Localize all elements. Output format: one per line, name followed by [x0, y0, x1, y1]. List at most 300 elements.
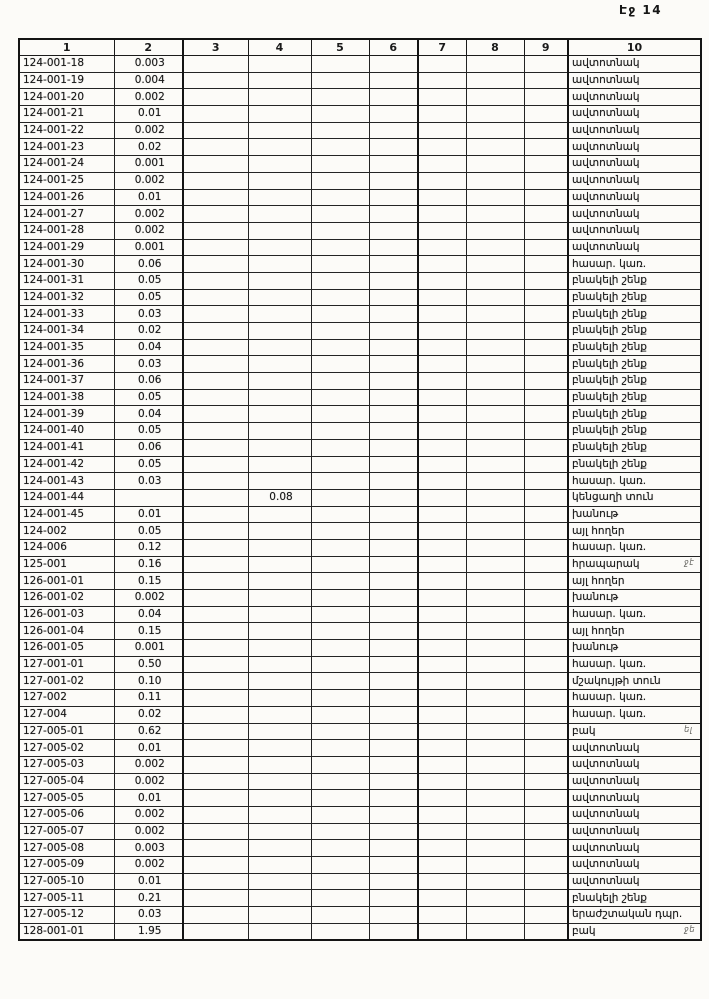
cell-col5 [311, 89, 369, 106]
cell-col9 [524, 406, 568, 423]
cell-land-use: ավտոտնակ [568, 106, 701, 123]
cell-col9 [524, 857, 568, 874]
cell-col8 [466, 389, 524, 406]
cell-area-col4 [248, 373, 311, 390]
cell-col7 [418, 172, 466, 189]
cell-col3 [183, 389, 248, 406]
cell-col3 [183, 106, 248, 123]
cell-area-col4 [248, 323, 311, 340]
cell-parcel-code: 125-001 [19, 556, 114, 573]
cell-col7 [418, 56, 466, 73]
cell-col7 [418, 272, 466, 289]
cell-col3 [183, 606, 248, 623]
cell-col6 [369, 222, 418, 239]
cell-col3 [183, 873, 248, 890]
cell-col9 [524, 373, 568, 390]
cell-area-col2: 0.002 [114, 823, 183, 840]
cell-col3 [183, 556, 248, 573]
cell-col8 [466, 156, 524, 173]
cell-col5 [311, 623, 369, 640]
cell-col3 [183, 406, 248, 423]
cell-col6 [369, 706, 418, 723]
cell-col8 [466, 640, 524, 657]
cell-col9 [524, 756, 568, 773]
cell-col5 [311, 740, 369, 757]
cell-land-use: բնակելի շենք [568, 289, 701, 306]
cell-col7 [418, 239, 466, 256]
cell-area-col4: 0.08 [248, 489, 311, 506]
cell-col5 [311, 139, 369, 156]
cell-area-col2: 0.002 [114, 756, 183, 773]
cell-parcel-code: 124-001-27 [19, 206, 114, 223]
cell-col9 [524, 723, 568, 740]
cell-parcel-code: 124-001-26 [19, 189, 114, 206]
cell-area-col2: 0.62 [114, 723, 183, 740]
cell-area-col4 [248, 890, 311, 907]
cell-col9 [524, 806, 568, 823]
cell-col6 [369, 106, 418, 123]
cell-parcel-code: 124-001-42 [19, 456, 114, 473]
cell-land-use: խանութ [568, 590, 701, 607]
cell-col3 [183, 189, 248, 206]
cell-parcel-code: 124-002 [19, 523, 114, 540]
cell-col5 [311, 473, 369, 490]
cell-col9 [524, 640, 568, 657]
cell-area-col4 [248, 590, 311, 607]
cell-area-col4 [248, 756, 311, 773]
cell-col8 [466, 272, 524, 289]
cell-area-col2: 0.04 [114, 406, 183, 423]
cell-area-col2: 0.12 [114, 539, 183, 556]
cell-col9 [524, 706, 568, 723]
cell-col3 [183, 723, 248, 740]
cell-col3 [183, 673, 248, 690]
cell-col5 [311, 239, 369, 256]
cell-land-use: ավտոտնակ [568, 790, 701, 807]
cell-land-use: ավտոտնակ [568, 756, 701, 773]
cell-col5 [311, 323, 369, 340]
cell-col9 [524, 656, 568, 673]
cell-col8 [466, 740, 524, 757]
cell-col5 [311, 756, 369, 773]
table-row [19, 256, 701, 273]
cell-col9 [524, 423, 568, 440]
cell-col5 [311, 72, 369, 89]
cell-area-col4 [248, 539, 311, 556]
cell-col3 [183, 456, 248, 473]
cell-col6 [369, 189, 418, 206]
table-row [19, 806, 701, 823]
cell-col7 [418, 573, 466, 590]
cell-col7 [418, 439, 466, 456]
cell-col5 [311, 673, 369, 690]
margin-handwritten-note: ջե [684, 925, 696, 935]
cell-col3 [183, 323, 248, 340]
cell-col8 [466, 423, 524, 440]
table-row [19, 756, 701, 773]
table-row [19, 106, 701, 123]
table-row [19, 923, 701, 940]
cell-parcel-code: 127-005-06 [19, 806, 114, 823]
cell-col7 [418, 222, 466, 239]
cell-col9 [524, 773, 568, 790]
table-row [19, 473, 701, 490]
cell-land-use: հասար. կառ. [568, 606, 701, 623]
table-row [19, 673, 701, 690]
cell-col9 [524, 456, 568, 473]
cell-parcel-code: 126-001-05 [19, 640, 114, 657]
cell-col8 [466, 539, 524, 556]
cell-col6 [369, 606, 418, 623]
cell-col7 [418, 206, 466, 223]
cell-parcel-code: 124-001-22 [19, 122, 114, 139]
cell-parcel-code: 127-005-02 [19, 740, 114, 757]
cell-land-use: կենցաղի տուն [568, 489, 701, 506]
cell-col9 [524, 606, 568, 623]
cell-area-col4 [248, 623, 311, 640]
cell-area-col4 [248, 339, 311, 356]
cell-col5 [311, 857, 369, 874]
cell-land-use: ավտոտնակ [568, 72, 701, 89]
cell-col9 [524, 222, 568, 239]
cell-land-use: բնակելի շենք [568, 389, 701, 406]
cell-land-use: մշակույթի տուն [568, 673, 701, 690]
cell-area-col2 [114, 489, 183, 506]
cell-area-col2: 0.04 [114, 606, 183, 623]
cell-col5 [311, 907, 369, 924]
cell-land-use: ավտոտնակ [568, 840, 701, 857]
cell-col8 [466, 606, 524, 623]
cell-col5 [311, 923, 369, 940]
table-row [19, 189, 701, 206]
cell-parcel-code: 128-001-01 [19, 923, 114, 940]
cell-area-col4 [248, 56, 311, 73]
table-row [19, 556, 701, 573]
cell-col5 [311, 356, 369, 373]
cell-col7 [418, 122, 466, 139]
cell-col6 [369, 339, 418, 356]
cell-col3 [183, 740, 248, 757]
cell-col3 [183, 506, 248, 523]
cell-col5 [311, 172, 369, 189]
cell-col8 [466, 506, 524, 523]
cell-parcel-code: 124-001-43 [19, 473, 114, 490]
cell-col6 [369, 923, 418, 940]
cell-col7 [418, 156, 466, 173]
cell-area-col4 [248, 523, 311, 540]
cell-col5 [311, 439, 369, 456]
cell-col7 [418, 289, 466, 306]
cell-col6 [369, 256, 418, 273]
cell-col8 [466, 206, 524, 223]
cell-parcel-code: 124-001-32 [19, 289, 114, 306]
cell-area-col2: 0.05 [114, 523, 183, 540]
cell-col3 [183, 806, 248, 823]
cell-col3 [183, 907, 248, 924]
cell-col6 [369, 773, 418, 790]
cell-col6 [369, 539, 418, 556]
cell-col9 [524, 172, 568, 189]
cell-area-col4 [248, 907, 311, 924]
cell-parcel-code: 127-005-09 [19, 857, 114, 874]
cell-area-col2: 0.001 [114, 239, 183, 256]
cell-area-col2: 0.002 [114, 122, 183, 139]
table-row [19, 690, 701, 707]
cell-col5 [311, 423, 369, 440]
cell-col9 [524, 539, 568, 556]
cell-area-col2: 0.05 [114, 289, 183, 306]
cell-col8 [466, 573, 524, 590]
table-row [19, 439, 701, 456]
cell-parcel-code: 127-001-01 [19, 656, 114, 673]
cell-col9 [524, 473, 568, 490]
cell-col3 [183, 489, 248, 506]
cell-col7 [418, 823, 466, 840]
table-row [19, 289, 701, 306]
cell-col5 [311, 222, 369, 239]
cell-col6 [369, 740, 418, 757]
cell-col7 [418, 840, 466, 857]
cell-col7 [418, 656, 466, 673]
cell-col8 [466, 823, 524, 840]
cell-col7 [418, 907, 466, 924]
cell-col8 [466, 406, 524, 423]
cell-col3 [183, 623, 248, 640]
cell-col3 [183, 206, 248, 223]
cell-area-col4 [248, 172, 311, 189]
cell-col9 [524, 439, 568, 456]
cell-col7 [418, 523, 466, 540]
cell-area-col2: 0.02 [114, 706, 183, 723]
cell-area-col4 [248, 306, 311, 323]
column-header-8: 8 [466, 39, 524, 56]
cell-parcel-code: 124-001-35 [19, 339, 114, 356]
cell-col8 [466, 673, 524, 690]
cell-col7 [418, 590, 466, 607]
cell-col3 [183, 756, 248, 773]
cell-col9 [524, 339, 568, 356]
cell-area-col2: 0.06 [114, 439, 183, 456]
cell-col7 [418, 473, 466, 490]
cell-col8 [466, 56, 524, 73]
table-row [19, 773, 701, 790]
cell-land-use: բնակելի շենք [568, 356, 701, 373]
cell-parcel-code: 124-001-36 [19, 356, 114, 373]
cell-col5 [311, 523, 369, 540]
cell-col6 [369, 656, 418, 673]
cell-col8 [466, 289, 524, 306]
cell-col6 [369, 857, 418, 874]
cell-area-col2: 0.004 [114, 72, 183, 89]
cell-area-col2: 0.05 [114, 423, 183, 440]
cell-col3 [183, 89, 248, 106]
cell-col8 [466, 339, 524, 356]
cell-col7 [418, 556, 466, 573]
cell-parcel-code: 124-001-21 [19, 106, 114, 123]
cell-land-use: ավտոտնակ [568, 222, 701, 239]
cell-col6 [369, 239, 418, 256]
cell-col6 [369, 823, 418, 840]
cell-col7 [418, 456, 466, 473]
cell-col6 [369, 456, 418, 473]
cell-col5 [311, 106, 369, 123]
cell-col7 [418, 690, 466, 707]
cell-col5 [311, 706, 369, 723]
cell-col5 [311, 339, 369, 356]
cell-area-col4 [248, 573, 311, 590]
cell-parcel-code: 124-001-24 [19, 156, 114, 173]
cell-parcel-code: 124-001-28 [19, 222, 114, 239]
table-row [19, 590, 701, 607]
cell-parcel-code: 124-006 [19, 539, 114, 556]
cell-col5 [311, 156, 369, 173]
page-number-label: Էջ 14 [619, 3, 663, 17]
cell-area-col2: 0.05 [114, 272, 183, 289]
table-row [19, 623, 701, 640]
cell-col8 [466, 222, 524, 239]
cell-area-col2: 0.05 [114, 456, 183, 473]
cell-area-col2: 0.002 [114, 172, 183, 189]
cell-area-col2: 0.01 [114, 189, 183, 206]
cell-land-use: ավտոտնակ [568, 189, 701, 206]
cell-col6 [369, 556, 418, 573]
cell-col6 [369, 840, 418, 857]
cell-land-use: ավտոտնակ [568, 823, 701, 840]
cell-area-col4 [248, 690, 311, 707]
table-row [19, 356, 701, 373]
cell-area-col4 [248, 723, 311, 740]
cell-col6 [369, 890, 418, 907]
cell-area-col4 [248, 72, 311, 89]
cell-parcel-code: 124-001-34 [19, 323, 114, 340]
cell-col6 [369, 907, 418, 924]
cell-col8 [466, 89, 524, 106]
cell-area-col4 [248, 289, 311, 306]
cell-land-use: խանութ [568, 506, 701, 523]
cell-area-col2: 0.15 [114, 623, 183, 640]
cell-col7 [418, 806, 466, 823]
cell-col6 [369, 306, 418, 323]
cell-col6 [369, 156, 418, 173]
cell-col7 [418, 857, 466, 874]
table-row [19, 206, 701, 223]
cell-col7 [418, 323, 466, 340]
cell-col9 [524, 890, 568, 907]
cell-col9 [524, 356, 568, 373]
column-header-1: 1 [19, 39, 114, 56]
cell-col8 [466, 806, 524, 823]
cell-col9 [524, 573, 568, 590]
cell-land-use: հասար. կառ. [568, 706, 701, 723]
cell-parcel-code: 124-001-18 [19, 56, 114, 73]
cell-land-use: բակ [568, 923, 701, 940]
cell-land-use: բնակելի շենք [568, 456, 701, 473]
table-row [19, 156, 701, 173]
cell-col6 [369, 423, 418, 440]
cell-col9 [524, 206, 568, 223]
table-row [19, 840, 701, 857]
cell-area-col2: 0.50 [114, 656, 183, 673]
cell-col3 [183, 172, 248, 189]
cell-col8 [466, 907, 524, 924]
cell-land-use: բնակելի շենք [568, 339, 701, 356]
table-row [19, 222, 701, 239]
cell-col8 [466, 873, 524, 890]
cell-land-use: այլ հողեր [568, 523, 701, 540]
cell-area-col4 [248, 456, 311, 473]
cell-parcel-code: 127-005-07 [19, 823, 114, 840]
cell-parcel-code: 124-001-31 [19, 272, 114, 289]
table-header-row [19, 39, 701, 56]
cell-land-use: ավտոտնակ [568, 206, 701, 223]
cell-area-col2: 0.11 [114, 690, 183, 707]
cell-parcel-code: 127-005-10 [19, 873, 114, 890]
cell-parcel-code: 124-001-44 [19, 489, 114, 506]
cell-col7 [418, 873, 466, 890]
cell-land-use: բակ [568, 723, 701, 740]
cell-col3 [183, 706, 248, 723]
table-row [19, 122, 701, 139]
cell-area-col2: 0.003 [114, 56, 183, 73]
cell-area-col4 [248, 239, 311, 256]
cell-area-col2: 0.10 [114, 673, 183, 690]
cell-col5 [311, 773, 369, 790]
cell-col6 [369, 323, 418, 340]
cell-col6 [369, 356, 418, 373]
cell-area-col2: 0.002 [114, 222, 183, 239]
cell-col7 [418, 139, 466, 156]
table-row [19, 790, 701, 807]
cell-area-col4 [248, 556, 311, 573]
cell-col8 [466, 840, 524, 857]
cell-area-col2: 0.002 [114, 857, 183, 874]
cell-col3 [183, 139, 248, 156]
cell-area-col4 [248, 606, 311, 623]
cell-land-use: ավտոտնակ [568, 873, 701, 890]
table-row [19, 907, 701, 924]
table-row [19, 489, 701, 506]
table-row [19, 656, 701, 673]
cell-col8 [466, 489, 524, 506]
cell-area-col4 [248, 656, 311, 673]
table-row [19, 456, 701, 473]
cell-col8 [466, 590, 524, 607]
cell-land-use: բնակելի շենք [568, 323, 701, 340]
table-row [19, 323, 701, 340]
cell-col8 [466, 523, 524, 540]
cell-col8 [466, 239, 524, 256]
cell-col9 [524, 840, 568, 857]
cell-col9 [524, 740, 568, 757]
cell-land-use: բնակելի շենք [568, 373, 701, 390]
cell-col6 [369, 873, 418, 890]
column-header-9: 9 [524, 39, 568, 56]
cell-col3 [183, 156, 248, 173]
cell-col7 [418, 306, 466, 323]
cell-col9 [524, 590, 568, 607]
cell-col5 [311, 389, 369, 406]
cell-col8 [466, 323, 524, 340]
cell-col7 [418, 489, 466, 506]
cell-col9 [524, 523, 568, 540]
cell-col7 [418, 339, 466, 356]
cell-col7 [418, 773, 466, 790]
cell-col3 [183, 656, 248, 673]
cell-land-use: հասար. կառ. [568, 256, 701, 273]
cell-parcel-code: 124-001-29 [19, 239, 114, 256]
cell-col9 [524, 489, 568, 506]
table-row [19, 606, 701, 623]
